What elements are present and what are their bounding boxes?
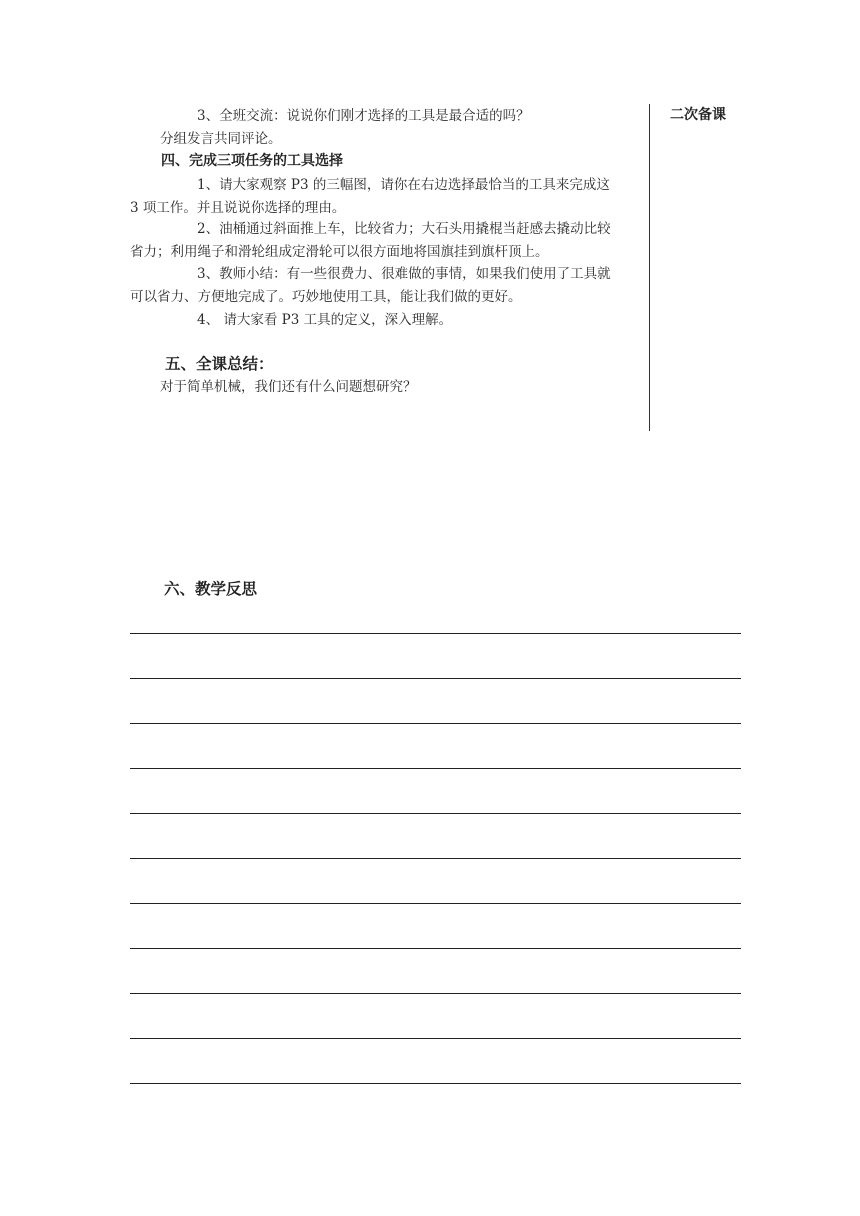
text-line-group-comment: 分组发言共同评论。 <box>160 131 282 147</box>
text-line-tool-definition: 4、 请大家看 P3 工具的定义，深入理解。 <box>197 312 453 328</box>
text-line-observe-p3: 1、请大家观察 P3 的三幅图，请你在右边选择最恰当的工具来完成这 <box>197 177 610 193</box>
text-line-simple-machines: 对于简单机械，我们还有什么问题想研究？ <box>160 379 417 395</box>
text-line-oil-barrel: 2、油桶通过斜面推上车，比较省力；大石头用撬棍当赶感去撬动比较 <box>197 221 611 237</box>
reflection-blank-line[interactable] <box>130 903 741 904</box>
text-line-use-tools: 可以省力、方便地完成了。巧妙地使用工具，能让我们做的更好。 <box>130 289 522 305</box>
text-line-pulley: 省力；利用绳子和滑轮组成定滑轮可以很方面地将国旗挂到旗杆顶上。 <box>130 244 549 260</box>
section-heading-6: 六、教学反思 <box>164 580 258 598</box>
text-line-class-discussion: 3、全班交流：说说你们刚才选择的工具是最合适的吗？ <box>197 108 530 124</box>
text-line-teacher-summary: 3、教师小结：有一些很费力、很难做的事情，如果我们使用了工具就 <box>197 266 611 282</box>
reflection-blank-line[interactable] <box>130 633 741 634</box>
reflection-blank-line[interactable] <box>130 948 741 949</box>
reflection-blank-line[interactable] <box>130 858 741 859</box>
reflection-blank-line[interactable] <box>130 993 741 994</box>
reflection-blank-line[interactable] <box>130 723 741 724</box>
reflection-blank-line[interactable] <box>130 1083 741 1084</box>
reflection-blank-line[interactable] <box>130 813 741 814</box>
reflection-blank-line[interactable] <box>130 768 741 769</box>
reflection-blank-line[interactable] <box>130 1038 741 1039</box>
sidebar-label: 二次备课 <box>670 107 726 123</box>
reflection-blank-line[interactable] <box>130 678 741 679</box>
section-heading-5: 五、全课总结： <box>165 355 274 373</box>
text-line-three-tasks: 3 项工作。并且说说你选择的理由。 <box>130 200 346 216</box>
section-heading-4: 四、完成三项任务的工具选择 <box>161 153 343 169</box>
column-divider <box>649 104 650 431</box>
